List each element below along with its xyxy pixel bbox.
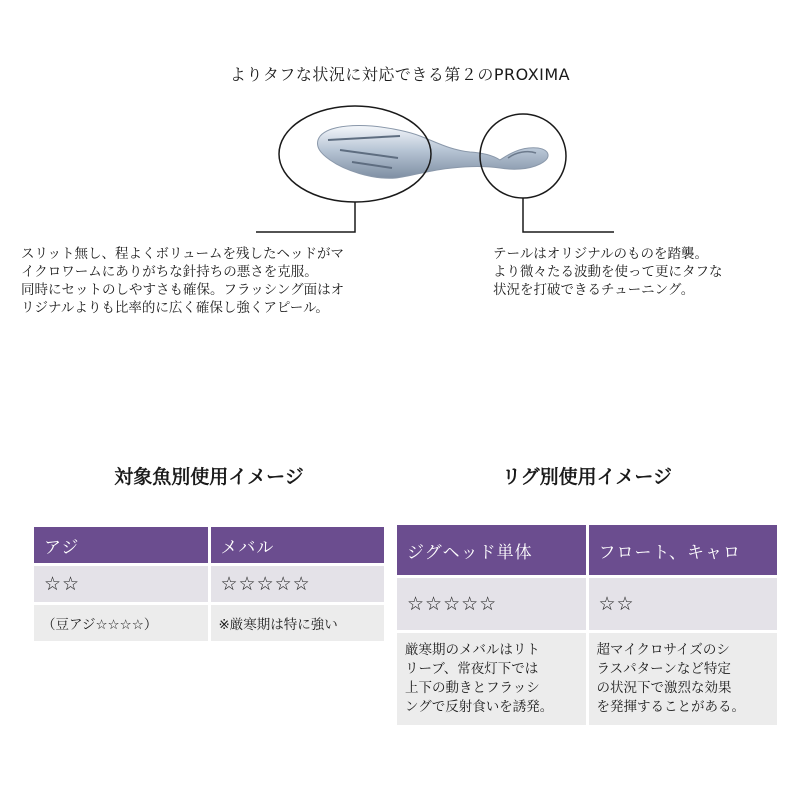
note-float-carolina: 超マイクロサイズのシ ラスパターンなど特定 の状況下で激烈な効果 を発揮することがある。 [589, 633, 778, 725]
table-header-row [397, 525, 777, 575]
header-mebaru: メバル [211, 527, 385, 563]
header-float-carolina: フロート、キャロ [589, 525, 778, 575]
note-mebaru: ※厳寒期は特に強い [211, 605, 385, 641]
tail-description: テールはオリジナルのものを踏襲。 より微々たる波動を使って更にタフな 状況を打破できるチューニング。 [493, 246, 723, 298]
headline: よりタフな状況に対応できる第２のPROXIMA [229, 65, 571, 84]
fish-section-title: 対象魚別使用イメージ [114, 466, 304, 488]
table-row [397, 578, 777, 630]
table-row [397, 633, 777, 725]
header-jighead: ジグヘッド単体 [397, 525, 586, 575]
rating-float-carolina: ☆☆ [589, 578, 778, 630]
table-row [34, 605, 384, 641]
leader-line-right [523, 198, 614, 232]
note-jighead: 厳寒期のメバルはリト リーブ、常夜灯下では 上下の動きとフラッシ ングで反射食いを誘発。 [397, 633, 586, 725]
table-row [34, 566, 384, 602]
fish-usage-table [31, 524, 387, 644]
table-header-row [34, 527, 384, 563]
rig-usage-table [394, 522, 780, 728]
note-aji: （豆アジ☆☆☆☆） [34, 605, 208, 641]
rating-mebaru: ☆☆☆☆☆ [211, 566, 385, 602]
lure-illustration [0, 0, 800, 240]
rating-jighead: ☆☆☆☆☆ [397, 578, 586, 630]
header-aji: アジ [34, 527, 208, 563]
rating-aji: ☆☆ [34, 566, 208, 602]
leader-line-left [256, 202, 355, 232]
rig-section-title: リグ別使用イメージ [501, 466, 673, 488]
lure-photo-icon [0, 0, 800, 240]
head-description: スリット無し、程よくボリュームを残したヘッドがマ イクロワームにありがちな針持ちの悪さを克服。 同時にセットのしやすさも確保。フラッシング面はオ リジナルよりも比率的に広く確保し強くアピール。 [21, 246, 345, 316]
